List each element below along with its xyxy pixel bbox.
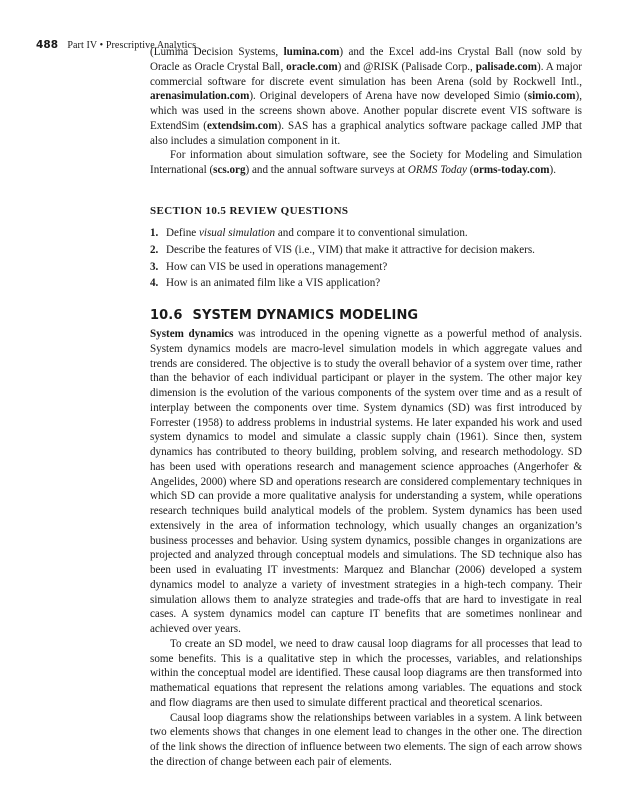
link-palisade: palisade.com bbox=[475, 60, 538, 73]
review-question: 2. Describe the features of VIS (i.e., VIM) that make it attractive for decision makers. bbox=[150, 243, 535, 256]
link-simio: simio.com bbox=[527, 90, 576, 103]
intro-paragraph-2: For information about simulation software, see the Society for Modeling and Simulation International (scs.org) and the annual software surveys at ORMS Today (orms-today.com). bbox=[150, 149, 582, 176]
body-paragraph-2: To create an SD model, we need to draw causal loop diagrams for all processes that lead to some benefits. This is a qualitative step in which the processes, variables, and relationships within the conceptual model are identified. These causal loop diagrams are then transformed into mathematical equations that represent the relations among variables. The equations and stock and flow diagrams are then used to simulate different practical and theoretical scenarios. bbox=[150, 637, 582, 709]
review-questions-list bbox=[150, 225, 582, 292]
body-paragraph-1: System dynamics was introduced in the opening vignette as a powerful method of analysis. System dynamics models are macro-level simulation models in which aggregate values and trends are considered. The objective is to study the overall behavior of a system over time, rather than the behavior of each individual participant or player in the system. The other major key dimension is the evolution of the various components of the system over time and as a result of interplay between the components over time. System dynamics (SD) was first introduced by Forrester (1958) to address problems in industrial systems. He later expanded his work and used system dynamics to model and simulate a classic supply chain (1961). Since then, system dynamics has contributed to theory building, problem solving, and research methodology. SD has been used with operations research and management science approaches (Angerhofer & Angelides, 2000) where SD and operations research are considered complementary techniques in which SD can provide a more qualitative analysis for understanding a system, while operations research techniques build analytical models of the problem. System dynamics has been used extensively in the area of information technology, which usually changes an organization’s business processes and behavior. Using system dynamics, possible changes in organizations are projected and analyzed through conceptual models and simulations. The SD technique also has been used in evaluating IT investments: Marquez and Blanchar (2006) developed a system dynamics model to analyze a variety of investment strategies in a high-tech company. Their simulation allows them to analyze strategies and trade-offs that are hard to investigate in real cases. A system dynamics model can capture IT benefits that are sometimes nonlinear and achieved over years. bbox=[150, 328, 582, 635]
section-title: SYSTEM DYNAMICS MODELING bbox=[192, 308, 419, 323]
running-title: Part IV • Prescriptive Analytics bbox=[67, 40, 197, 51]
link-orms-today: orms-today.com bbox=[473, 164, 550, 176]
link-lumina: lumina.com bbox=[283, 46, 340, 58]
section-heading bbox=[150, 308, 418, 323]
review-question: 4. How is an animated film like a VIS application? bbox=[150, 277, 381, 290]
section-number: 10.6 bbox=[150, 308, 183, 323]
intro-paragraph-1: (Lumina Decision Systems, lumina.com) and the Excel add-ins Crystal Ball (now sold by Oracle as Oracle Crystal Ball, oracle.com) and @RISK (Palisade Corp., palisade.com). A major commercial software for discrete event simulation has been Arena (sold by Rockwell Intl., arenasimulation.com). Original developers of Arena have now developed Simio (simio.com), which was used in the screens shown above. Another popular discrete event VIS software is ExtendSim (extendsim.com). SAS has a graphical analytics software package called JMP that also includes a simulation component in it. bbox=[150, 46, 582, 147]
link-arena: arenasimulation.com bbox=[150, 90, 250, 103]
review-question: 1. Define visual simulation and compare it to conventional simulation. bbox=[150, 227, 468, 239]
body-paragraph-3: Causal loop diagrams show the relationships between variables in a system. A link between two elements shows that changes in one element lead to changes in the other one. The direction of the link shows the direction of influence between two elements. The sign of each arrow shows the direction of change between each pair of elements. bbox=[150, 711, 582, 768]
term-system-dynamics: System dynamics bbox=[150, 328, 234, 340]
section-body bbox=[150, 327, 582, 770]
link-extendsim: extendsim.com bbox=[206, 119, 278, 132]
link-scs: scs.org bbox=[213, 164, 246, 176]
page-number: 488 bbox=[36, 39, 59, 51]
link-oracle: oracle.com bbox=[286, 60, 338, 73]
review-question: 3. How can VIS be used in operations management? bbox=[150, 260, 388, 273]
review-questions-heading: SECTION 10.5 REVIEW QUESTIONS bbox=[150, 205, 349, 217]
intro-block bbox=[150, 45, 582, 178]
orms-today-title: ORMS Today bbox=[407, 164, 467, 176]
